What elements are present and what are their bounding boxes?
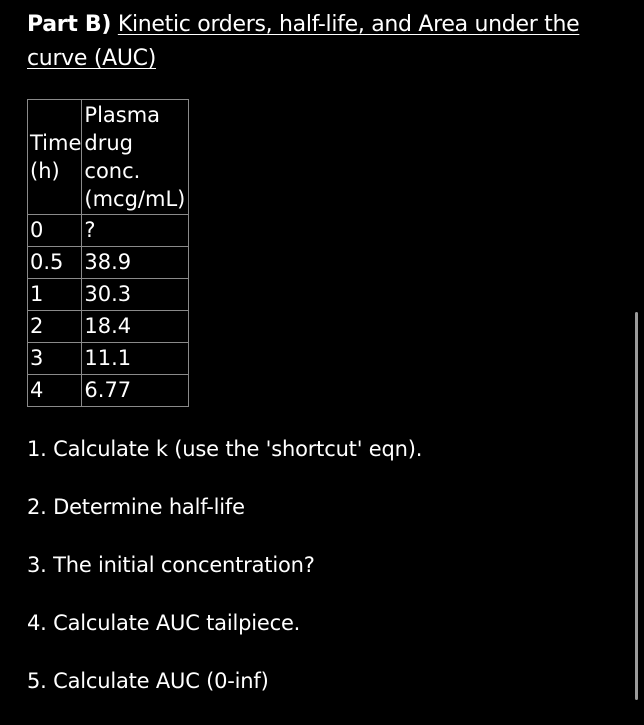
table-row [28, 343, 189, 375]
question-item: 2. Determine half-life [27, 495, 245, 519]
cell-time: 3 [28, 343, 82, 375]
concentration-table [27, 99, 189, 407]
question-item: 3. The initial concentration? [27, 553, 315, 577]
cell-conc: 38.9 [82, 247, 189, 279]
cell-time: 0.5 [28, 247, 82, 279]
cell-time: 0 [28, 215, 82, 247]
question-item: 5. Calculate AUC (0-inf) [27, 669, 269, 693]
table-row [28, 215, 189, 247]
document-content [27, 8, 627, 693]
header-time: Time (h) [28, 100, 82, 215]
cell-conc: 6.77 [82, 375, 189, 407]
section-heading [27, 8, 627, 76]
header-concentration: Plasma drug conc. (mcg/mL) [82, 100, 189, 215]
cell-time: 1 [28, 279, 82, 311]
question-item: 1. Calculate k (use the 'shortcut' eqn). [27, 437, 423, 461]
cell-conc: 18.4 [82, 311, 189, 343]
heading-prefix: Part B) [27, 12, 112, 37]
cell-time: 4 [28, 375, 82, 407]
table-header-row [28, 100, 189, 215]
vertical-scrollbar[interactable] [635, 312, 638, 700]
cell-conc: 30.3 [82, 279, 189, 311]
question-list [27, 435, 627, 725]
table-row [28, 375, 189, 407]
table-row [28, 247, 189, 279]
question-item: 4. Calculate AUC tailpiece. [27, 611, 301, 635]
cell-time: 2 [28, 311, 82, 343]
cell-conc: 11.1 [82, 343, 189, 375]
table-row [28, 279, 189, 311]
heading-title: Kinetic orders, half-life, and Area under the curve (AUC) [27, 12, 580, 71]
table-row [28, 311, 189, 343]
cell-conc: ? [82, 215, 189, 247]
